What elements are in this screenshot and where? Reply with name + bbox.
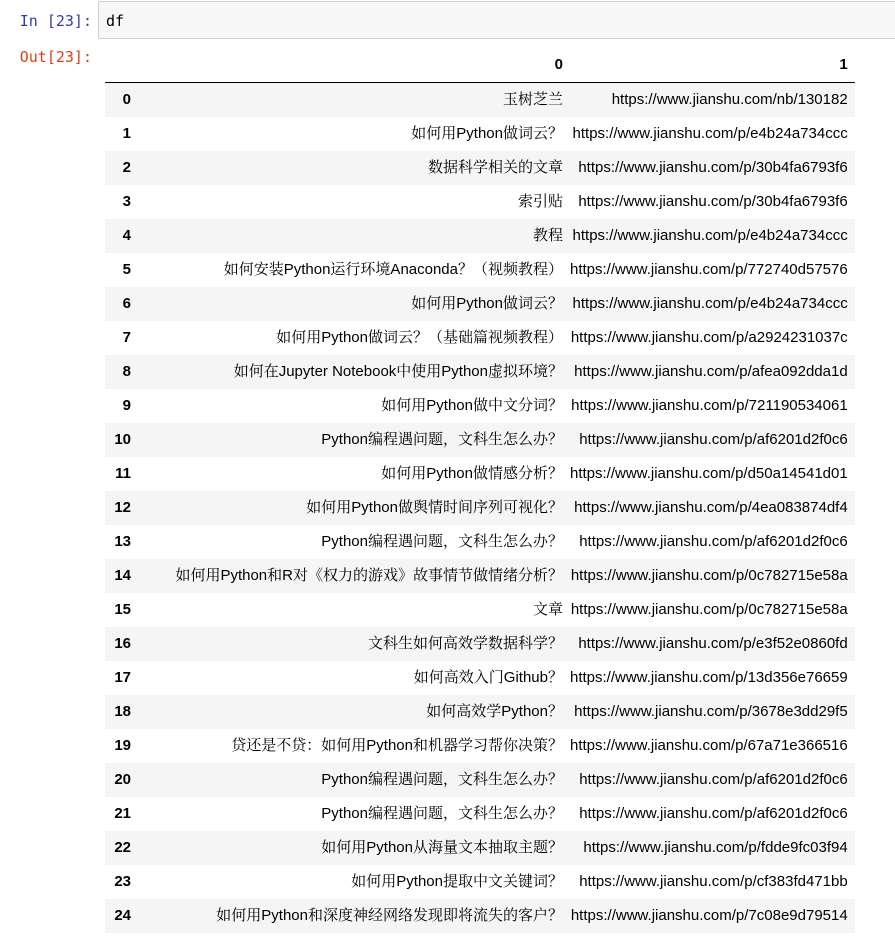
url-cell: https://www.jianshu.com/p/fdde9fc03f94 <box>583 839 848 856</box>
url-cell: https://www.jianshu.com/p/67a71e366516 <box>570 737 848 754</box>
index-header <box>105 48 138 83</box>
title-cell: Python编程遇问题，文科生怎么办？ <box>321 431 563 448</box>
title-cell: 教程 <box>532 227 563 244</box>
title-cell: 如何在Jupyter Notebook中使用Python虚拟环境？ <box>233 363 563 380</box>
url-cell: https://www.jianshu.com/p/13d356e76659 <box>570 669 848 686</box>
url-cell: https://www.jianshu.com/p/a2924231037c <box>570 329 848 346</box>
row-index: 23 <box>114 873 131 890</box>
title-cell: 如何用Python做舆情时间序列可视化？ <box>306 499 563 516</box>
row-index: 13 <box>114 533 131 550</box>
row-index: 15 <box>114 601 131 618</box>
url-cell: https://www.jianshu.com/p/e4b24a734ccc <box>572 125 848 142</box>
table-row <box>105 763 855 797</box>
title-cell: Python编程遇问题，文科生怎么办？ <box>321 805 563 822</box>
table-row <box>105 287 855 321</box>
url-cell: https://www.jianshu.com/p/cf383fd471bb <box>579 873 848 890</box>
row-index: 3 <box>122 193 131 210</box>
table-row <box>105 661 855 695</box>
table-row <box>105 83 855 118</box>
column-header-1: 1 <box>570 48 855 83</box>
column-header-0: 0 <box>138 48 570 83</box>
row-index: 4 <box>122 227 131 244</box>
url-cell: https://www.jianshu.com/p/e4b24a734ccc <box>572 227 848 244</box>
title-cell: 如何用Python和R对《权力的游戏》故事情节做情绪分析？ <box>175 567 563 584</box>
table-row <box>105 117 855 151</box>
row-index: 18 <box>114 703 131 720</box>
url-cell: https://www.jianshu.com/p/afea092dda1d <box>574 363 848 380</box>
url-cell: https://www.jianshu.com/p/e4b24a734ccc <box>572 295 848 312</box>
row-index: 10 <box>114 431 131 448</box>
title-cell: Python编程遇问题，文科生怎么办？ <box>321 533 563 550</box>
row-index: 20 <box>114 771 131 788</box>
title-cell: 如何用Python做词云？（基础篇视频教程） <box>276 329 563 346</box>
title-cell: 文科生如何高效学数据科学？ <box>367 635 563 652</box>
url-cell: https://www.jianshu.com/p/0c782715e58a <box>570 567 848 584</box>
table-row <box>105 593 855 627</box>
url-cell: https://www.jianshu.com/p/4ea083874df4 <box>574 499 848 516</box>
code-input-area[interactable] <box>98 1 895 39</box>
row-index: 8 <box>122 363 131 380</box>
row-index: 11 <box>115 465 131 482</box>
table-row <box>105 491 855 525</box>
url-cell: https://www.jianshu.com/p/7c08e9d79514 <box>570 907 848 924</box>
table-row <box>105 219 855 253</box>
row-index: 6 <box>122 295 131 312</box>
table-row <box>105 729 855 763</box>
table-row <box>105 321 855 355</box>
table-row <box>105 627 855 661</box>
title-cell: 玉树芝兰 <box>502 91 563 108</box>
row-index: 16 <box>114 635 131 652</box>
title-cell: 如何用Python从海量文本抽取主题？ <box>321 839 563 856</box>
title-cell: 数据科学相关的文章 <box>427 159 563 176</box>
input-prompt: In [23]: <box>19 12 92 30</box>
table-row <box>105 423 855 457</box>
output-prompt: Out[23]: <box>19 48 92 66</box>
url-cell: https://www.jianshu.com/p/e3f52e0860fd <box>578 635 848 652</box>
row-index: 2 <box>122 159 131 176</box>
title-cell: 如何安装Python运行环境Anaconda？（视频教程） <box>223 261 563 278</box>
table-row <box>105 185 855 219</box>
row-index: 14 <box>114 567 131 584</box>
row-index: 0 <box>122 91 131 108</box>
title-cell: 如何用Python和深度神经网络发现即将流失的客户？ <box>216 907 563 924</box>
table-row <box>105 831 855 865</box>
table-row <box>105 457 855 491</box>
url-cell: https://www.jianshu.com/nb/130182 <box>611 91 848 108</box>
table-row <box>105 355 855 389</box>
url-cell: https://www.jianshu.com/p/30b4fa6793f6 <box>578 193 848 210</box>
row-index: 19 <box>114 737 131 754</box>
table-row <box>105 389 855 423</box>
title-cell: 如何用Python做中文分词？ <box>381 397 563 414</box>
title-cell: 索引贴 <box>517 193 563 210</box>
title-cell: 如何用Python做词云？ <box>411 295 563 312</box>
row-index: 1 <box>122 125 131 142</box>
title-cell: 如何用Python做词云？ <box>411 125 563 142</box>
header-row <box>105 48 855 83</box>
row-index: 5 <box>122 261 131 278</box>
title-cell: 如何用Python提取中文关键词？ <box>351 873 563 890</box>
title-cell: 文章 <box>532 601 563 618</box>
row-index: 21 <box>114 805 131 822</box>
title-cell: 贷还是不贷：如何用Python和机器学习帮你决策？ <box>231 737 563 754</box>
title-cell: Python编程遇问题，文科生怎么办？ <box>321 771 563 788</box>
code-text: df <box>106 12 125 30</box>
dataframe-table <box>105 48 855 933</box>
url-cell: https://www.jianshu.com/p/721190534061 <box>571 397 848 414</box>
row-index: 24 <box>114 907 131 924</box>
table-row <box>105 525 855 559</box>
table-row <box>105 899 855 933</box>
table-row <box>105 797 855 831</box>
table-row <box>105 559 855 593</box>
url-cell: https://www.jianshu.com/p/af6201d2f0c6 <box>579 805 848 822</box>
title-cell: 如何高效入门Github？ <box>413 669 563 686</box>
url-cell: https://www.jianshu.com/p/d50a14541d01 <box>570 465 848 482</box>
row-index: 17 <box>114 669 131 686</box>
url-cell: https://www.jianshu.com/p/30b4fa6793f6 <box>578 159 848 176</box>
table-row <box>105 865 855 899</box>
url-cell: https://www.jianshu.com/p/772740d57576 <box>570 261 848 278</box>
table-row <box>105 253 855 287</box>
url-cell: https://www.jianshu.com/p/af6201d2f0c6 <box>579 771 848 788</box>
row-index: 12 <box>114 499 131 516</box>
url-cell: https://www.jianshu.com/p/af6201d2f0c6 <box>579 431 848 448</box>
url-cell: https://www.jianshu.com/p/af6201d2f0c6 <box>579 533 848 550</box>
row-index: 7 <box>122 329 131 346</box>
row-index: 9 <box>122 397 131 414</box>
table-row <box>105 151 855 185</box>
row-index: 22 <box>114 839 131 856</box>
title-cell: 如何用Python做情感分析？ <box>381 465 563 482</box>
title-cell: 如何高效学Python？ <box>426 703 563 720</box>
table-row <box>105 695 855 729</box>
url-cell: https://www.jianshu.com/p/3678e3dd29f5 <box>574 703 848 720</box>
url-cell: https://www.jianshu.com/p/0c782715e58a <box>570 601 848 618</box>
